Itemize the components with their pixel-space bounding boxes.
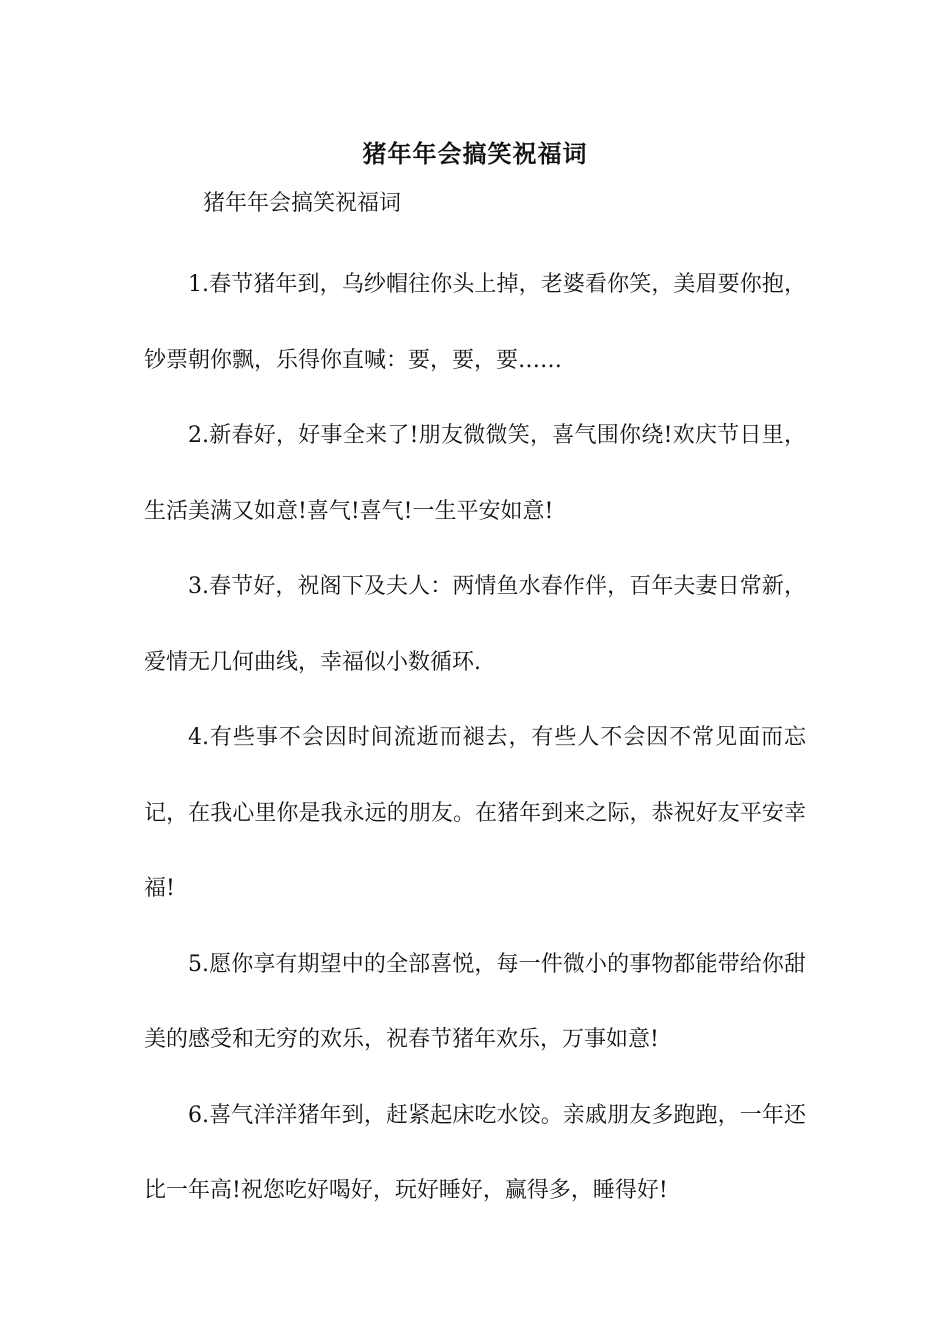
paragraph-6: 6.喜气洋洋猪年到，赶紧起床吃水饺。亲戚朋友多跑跑，一年还比一年高!祝您吃好喝好，玩好睡好，赢得多，睡得好! bbox=[144, 1102, 806, 1203]
document-title: 猪年年会搞笑祝福词 bbox=[362, 139, 588, 168]
document-body bbox=[144, 247, 806, 1229]
paragraph-2: 2.新春好，好事全来了!朋友微微笑，喜气围你绕!欢庆节日里，生活美满又如意!喜气!喜气!一生平安如意! bbox=[144, 423, 806, 524]
paragraph-1: 1.春节猪年到，乌纱帽往你头上掉，老婆看你笑，美眉要你抱，钞票朝你飘，乐得你直喊：要，要，要…… bbox=[144, 272, 806, 373]
paragraph-3: 3.春节好，祝阁下及夫人：两情鱼水春作伴，百年夫妻日常新，爱情无几何曲线，幸福似小数循环. bbox=[144, 574, 806, 675]
document-subtitle: 猪年年会搞笑祝福词 bbox=[203, 191, 402, 216]
paragraph-5: 5.愿你享有期望中的全部喜悦，每一件微小的事物都能带给你甜美的感受和无穷的欢乐，祝春节猪年欢乐，万事如意! bbox=[144, 951, 806, 1052]
paragraph-4: 4.有些事不会因时间流逝而褪去，有些人不会因不常见面而忘记，在我心里你是我永远的朋友。在猪年到来之际，恭祝好友平安幸福! bbox=[144, 725, 806, 901]
